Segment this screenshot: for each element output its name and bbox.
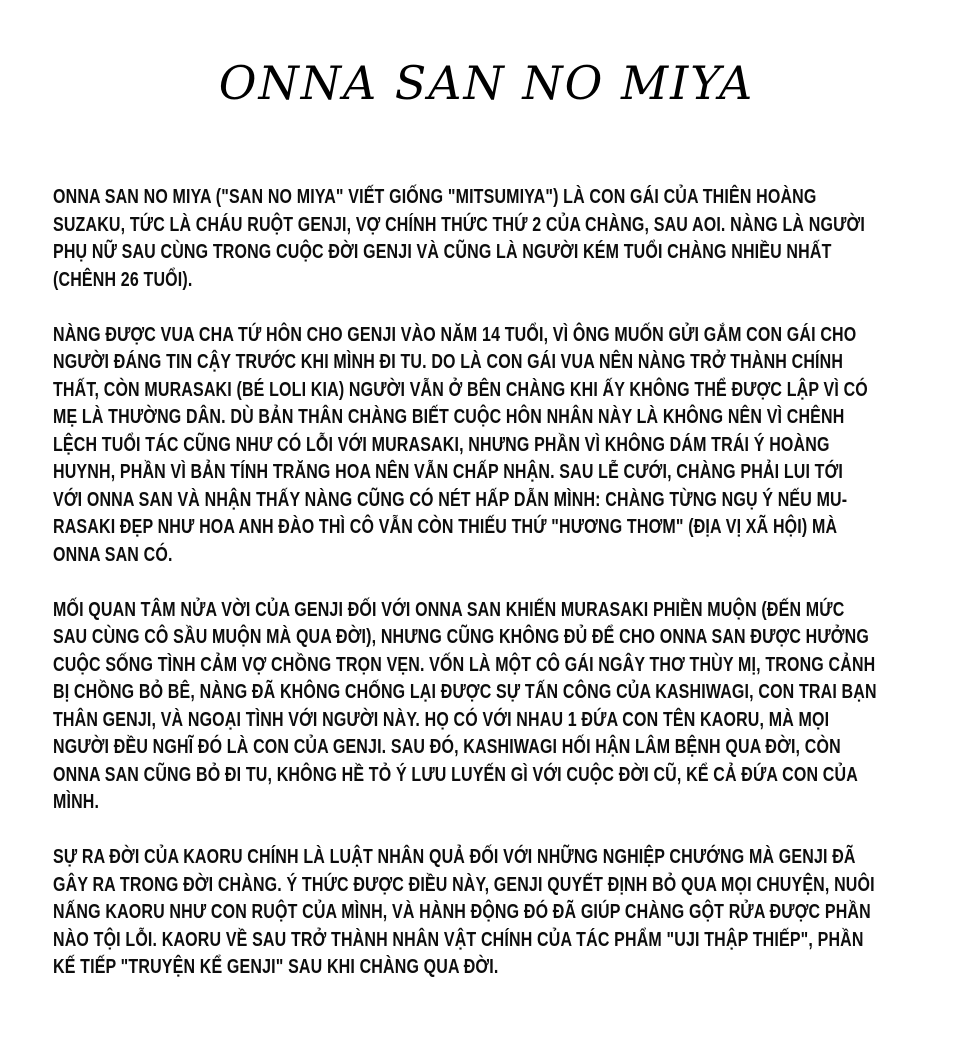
text-line: NGƯỜI ĐỀU NGHĨ ĐÓ LÀ CON CỦA GENJI. SAU ĐÓ, KASHIWAGI HỐI HẬN LÂM BỆNH QUA ĐỜI, CÒN [53, 736, 841, 758]
text-line: HUYNH, PHẦN VÌ BẢN TÍNH TRĂNG HOA NÊN VẪN CHẤP NHẬN. SAU LỄ CƯỚI, CHÀNG PHẢI LUI TỚI [53, 461, 844, 483]
text-line: MỐI QUAN TÂM NỬA VỜI CỦA GENJI ĐỐI VỚI ONNA SAN KHIẾN MURASAKI PHIỀN MUỘN (ĐẾN MỨC [53, 598, 845, 621]
text-line: MẸ LÀ THƯỜNG DÂN. DÙ BẢN THÂN CHÀNG BIẾT CUỘC HÔN NHÂN NÀY LÀ KHÔNG NÊN VÌ CHÊNH [53, 406, 845, 428]
text-line: BỊ CHỒNG BỎ BÊ, NÀNG ĐÃ KHÔNG CHỐNG LẠI ĐƯỢC SỰ TẤN CÔNG CỦA KASHIWAGI, CON TRAI BẠN [53, 681, 877, 703]
paragraph [53, 322, 933, 570]
text-line: ONNA SAN CŨNG BỎ ĐI TU, KHÔNG HỀ TỎ Ý LƯU LUYẾN GÌ VỚI CUỘC ĐỜI CŨ, KỂ CẢ ĐỨA CON CỦA [53, 763, 858, 786]
text-line: SỰ RA ĐỜI CỦA KAORU CHÍNH LÀ LUẬT NHÂN QUẢ ĐỐI VỚI NHỮNG NGHIỆP CHƯỚNG MÀ GENJI ĐÃ [53, 846, 856, 868]
text-line: SUZAKU, TỨC LÀ CHÁU RUỘT GENJI, VỢ CHÍNH THỨC THỨ 2 CỦA CHÀNG, SAU AOI. NÀNG LÀ NGƯỜI [53, 213, 865, 236]
text-line: KẾ TIẾP "TRUYỆN KỂ GENJI" SAU KHI CHÀNG QUA ĐỜI. [53, 956, 499, 978]
article-body [53, 184, 933, 1009]
text-line: MÌNH. [53, 791, 100, 813]
text-line: NÀNG ĐƯỢC VUA CHA TỨ HÔN CHO GENJI VÀO NĂM 14 TUỔI, VÌ ÔNG MUỐN GỬI GẮM CON GÁI CHO [53, 323, 857, 346]
text-line: GÂY RA TRONG ĐỜI CHÀNG. Ý THỨC ĐƯỢC ĐIỀU NÀY, GENJI QUYẾT ĐỊNH BỎ QUA MỌI CHUYỆN, NUÔI [53, 873, 875, 896]
text-line: NGƯỜI ĐÁNG TIN CẬY TRƯỚC KHI MÌNH ĐI TU. DO LÀ CON GÁI VUA NÊN NÀNG TRỞ THÀNH CHÍNH [53, 351, 844, 373]
text-line: LỆCH TUỔI TÁC CŨNG NHƯ CÓ LỖI VỚI MURASAKI, NHƯNG PHẦN VÌ KHÔNG DÁM TRÁI Ý HOÀNG [53, 433, 830, 456]
paragraph [53, 844, 933, 982]
text-line: RASAKI ĐẸP NHƯ HOA ANH ĐÀO THÌ CÔ VẪN CÒN THIẾU THỨ "HƯƠNG THƠM" (ĐỊA VỊ XÃ HỘI) MÀ [53, 516, 838, 538]
text-line: NẤNG KAORU NHƯ CON RUỘT CỦA MÌNH, VÀ HÀNH ĐỘNG ĐÓ ĐÃ GIÚP CHÀNG GỘT RỬA ĐƯỢC PHẦN [53, 901, 871, 923]
text-line: THẤT, CÒN MURASAKI (BÉ LOLI KIA) NGƯỜI VẪN Ở BÊN CHÀNG KHI ẤY KHÔNG THỂ ĐƯỢC LẬP VÌ CÓ [53, 378, 868, 401]
page-title: ONNA SAN NO MIYA [218, 56, 755, 110]
text-line: ONNA SAN NO MIYA ("SAN NO MIYA" VIẾT GIỐNG "MITSUMIYA") LÀ CON GÁI CỦA THIÊN HOÀNG [53, 186, 817, 208]
text-line: PHỤ NỮ SAU CÙNG TRONG CUỘC ĐỜI GENJI VÀ CŨNG LÀ NGƯỜI KÉM TUỔI CHÀNG NHIỀU NHẤT [53, 241, 832, 263]
text-line: SAU CÙNG CÔ SẦU MUỘN MÀ QUA ĐỜI), NHƯNG CŨNG KHÔNG ĐỦ ĐỂ CHO ONNA SAN ĐƯỢC HƯỞNG [53, 626, 869, 648]
text-line: CUỘC SỐNG TÌNH CẢM VỢ CHỒNG TRỌN VẸN. VỐN LÀ MỘT CÔ GÁI NGÂY THƠ THÙY MỊ, TRONG CẢNH [53, 653, 876, 676]
text-line: ONNA SAN CÓ. [53, 543, 173, 566]
paragraph [53, 184, 933, 294]
text-line: THÂN GENJI, VÀ NGOẠI TÌNH VỚI NGƯỜI NÀY. HỌ CÓ VỚI NHAU 1 ĐỨA CON TÊN KAORU, MÀ MỌI [53, 708, 830, 731]
text-line: (CHÊNH 26 TUỔI). [53, 268, 193, 291]
text-line: VỚI ONNA SAN VÀ NHẬN THẤY NÀNG CŨNG CÓ NÉT HẤP DẪN MÌNH: CHÀNG TỪNG NGỤ Ý NẾU MU- [53, 488, 848, 511]
paragraph [53, 597, 933, 817]
text-line: NÀO TỘI LỖI. KAORU VỀ SAU TRỞ THÀNH NHÂN VẬT CHÍNH CỦA TÁC PHẨM "UJI THẬP THIẾP", PHẦN [53, 928, 864, 951]
